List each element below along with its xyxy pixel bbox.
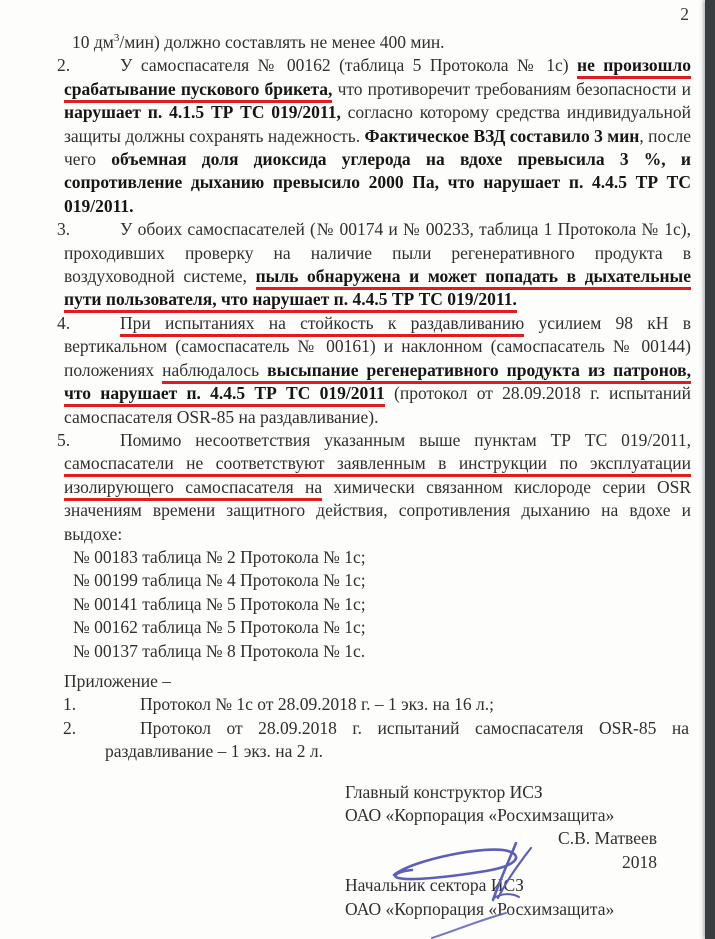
signature-name-row bbox=[345, 827, 705, 850]
item-number: 4. bbox=[57, 312, 71, 333]
text-run: 3 bbox=[113, 32, 120, 45]
text-run: объемная доля диоксида углерода на вдохе превысила 3 %, и сопротивление дыханию превысило 2000 Па, bbox=[64, 149, 691, 193]
red-underlined-text: самоспасатели не соответствуют заявленным в инструкции по эксплуатации изолирующего самоспасателя на bbox=[64, 453, 691, 500]
text-run: , после чего bbox=[64, 125, 691, 170]
red-underlined-text: При испытаниях на стойкость к раздавливанию bbox=[120, 313, 524, 337]
scan-edge-band bbox=[705, 0, 715, 939]
red-underlined-text: пыль обнаружена и может попадать в дыхательные пути пользователя, что нарушает п. 4.4.5 ТР ТС 019/2011. bbox=[64, 266, 691, 313]
attachment-section bbox=[0, 670, 705, 764]
text-run: /мин) должно составлять не менее 400 мин. bbox=[119, 32, 445, 52]
attachment-item-text: Протокол от 28.09.2018 г. испытаний самоспасателя OSR-85 на раздавливание – 1 экз. на 2 л. bbox=[105, 717, 689, 762]
signature-year: 2018 bbox=[622, 851, 657, 872]
signer-name: С.В. Матвеев bbox=[558, 828, 657, 849]
item-number: 3. bbox=[57, 219, 71, 240]
numbered-paragraph bbox=[57, 54, 692, 218]
numbered-paragraph bbox=[57, 218, 691, 312]
item-number: 2. bbox=[57, 55, 71, 76]
attachment-items bbox=[0, 693, 705, 763]
list-line: № 00199 таблица № 4 Протокола № 1с; bbox=[73, 570, 366, 591]
numbered-paragraph bbox=[57, 429, 691, 546]
text-run: У обоих самоспасателей (№ 00174 и № 00233, таблица 1 Протокола № 1с), проходивших проверку на наличие пыли регенеративного продукта в воздуховодной системе, bbox=[64, 219, 691, 287]
signature-block bbox=[345, 781, 705, 921]
attachment-item-text: Протокол № 1с от 28.09.2018 г. – 1 экз. на 16 л.; bbox=[140, 694, 494, 715]
list-line: № 00183 таблица № 2 Протокола № 1с; bbox=[73, 546, 366, 567]
text-run: Фактическое ВЗД составило 3 мин bbox=[364, 125, 640, 146]
text-run: У самоспасателя № 00162 (таблица 5 Протокола № 1с) bbox=[120, 55, 578, 76]
signer-role: Главный конструктор ИСЗ bbox=[345, 781, 543, 802]
item-number: 2. bbox=[63, 717, 77, 738]
signer-org: ОАО «Корпорация «Росхимзащита» bbox=[345, 898, 615, 919]
red-underlined-text: не произошло срабатывание пускового брикета, bbox=[64, 55, 691, 102]
text-run: химически связанном кислороде серии OSR значениям времени защитного действия, сопротивления дыханию на вдохе и выдохе: bbox=[64, 476, 691, 544]
attachment-item bbox=[63, 717, 689, 764]
text-run: что противоречит требованиям безопасности и bbox=[332, 78, 691, 99]
red-underlined-text: высыпание регенеративного продукта из патронов, что нарушает п. 4.4.5 ТР ТС 019/2011 bbox=[64, 360, 691, 407]
item-number: 5. bbox=[57, 429, 71, 450]
attachment-item bbox=[63, 693, 689, 716]
paragraph bbox=[64, 31, 691, 54]
list-line: № 00141 таблица № 5 Протокола № 1с; bbox=[73, 593, 366, 614]
red-underlined-text: наблюдалось bbox=[162, 360, 267, 384]
text-run: усилием 98 кН в вертикальном (самоспасатель № 00161) и наклонном (самоспасатель № 00144) положениях bbox=[64, 312, 691, 380]
signer-role: Начальник сектора ИСЗ bbox=[345, 875, 524, 896]
text-run: 10 дм bbox=[72, 32, 114, 52]
text-run: что нарушает п. 4.4.5 ТР ТС 019/2011. bbox=[64, 172, 691, 216]
numbered-paragraph bbox=[57, 312, 692, 429]
document-paragraphs bbox=[0, 31, 705, 663]
text-run: (протокол от 28.09.2018 г. испытаний самоспасателя OSR-85 на раздавливание). bbox=[64, 383, 692, 427]
text-run: согласно которому средства индивидуальной защиты должны сохранять надежность. bbox=[64, 102, 692, 146]
signer-org: ОАО «Корпорация «Росхимзащита» bbox=[345, 805, 615, 825]
text-run: Помимо несоответствия указанным выше пунктам ТР ТС 019/2011, bbox=[120, 429, 691, 450]
page-number: 2 bbox=[680, 4, 689, 24]
list-line: № 00137 таблица № 8 Протокола № 1с. bbox=[73, 640, 366, 661]
signature-year-row bbox=[345, 851, 705, 874]
list-line: № 00162 таблица № 5 Протокола № 1с; bbox=[73, 617, 366, 638]
item-number: 1. bbox=[63, 694, 77, 715]
text-run: нарушает п. 4.1.5 ТР ТС 019/2011, bbox=[64, 102, 341, 123]
attachment-title: Приложение – bbox=[64, 670, 172, 691]
